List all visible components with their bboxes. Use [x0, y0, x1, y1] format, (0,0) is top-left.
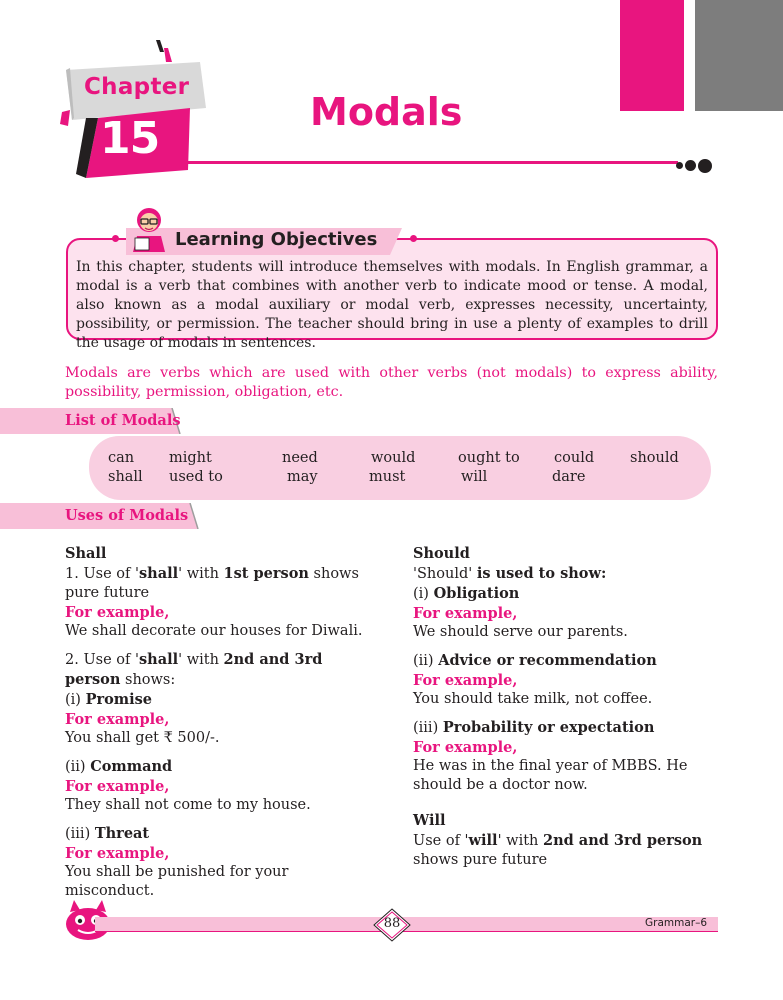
example-label: For example, — [65, 604, 170, 621]
modals-list-cloud — [89, 436, 711, 500]
will-rule: Use of 'will' with 2nd and 3rd person shows pure future — [413, 832, 703, 868]
modal-word: will — [461, 469, 488, 485]
title-underline — [173, 161, 678, 164]
modal-word: should — [630, 450, 679, 466]
threat-subheading: (iii) Threat — [65, 825, 150, 842]
left-column — [65, 544, 377, 901]
book-label: Grammar–6 — [645, 917, 708, 929]
example-label: For example, — [65, 711, 170, 728]
corner-gray-block — [695, 0, 783, 111]
example-sentence: He was in the final year of MBBS. He should be a doctor now. — [413, 758, 688, 793]
example-label: For example, — [413, 672, 518, 689]
modal-word: would — [371, 450, 416, 466]
obligation-subheading: (i) Obligation — [413, 585, 520, 602]
learning-objectives-heading: Learning Objectives — [175, 229, 378, 250]
modal-word: dare — [552, 469, 586, 485]
example-label: For example, — [65, 845, 170, 862]
modal-word: could — [554, 450, 595, 466]
shall-rule-2: 2. Use of 'shall' with 2nd and 3rd person shows: — [65, 651, 323, 688]
page-number: 88 — [383, 916, 401, 931]
probability-subheading: (iii) Probability or expectation — [413, 719, 655, 736]
modal-word: used to — [169, 469, 223, 485]
lo-dot-right — [410, 235, 417, 242]
shall-rule-1: 1. Use of 'shall' with 1st person shows pure future — [65, 565, 359, 601]
modal-word: can — [108, 450, 135, 466]
should-heading: Should — [413, 545, 470, 562]
chapter-number: 15 — [100, 113, 160, 164]
lo-dot-left — [112, 235, 119, 242]
example-sentence: We should serve our parents. — [413, 624, 628, 640]
modal-word: need — [282, 450, 318, 466]
shall-heading: Shall — [65, 545, 107, 562]
promise-subheading: (i) Promise — [65, 691, 153, 708]
page-title: Modals — [310, 90, 463, 134]
modal-word: shall — [108, 469, 143, 485]
chapter-label: Chapter — [84, 74, 190, 100]
modal-word: might — [169, 450, 212, 466]
example-label: For example, — [413, 739, 518, 756]
command-subheading: (ii) Command — [65, 758, 173, 775]
student-avatar-icon — [127, 204, 171, 254]
example-sentence: You should take milk, not coffee. — [413, 691, 653, 707]
right-column — [413, 544, 723, 870]
list-of-modals-heading: List of Modals — [65, 412, 181, 429]
should-intro: 'Should' is used to show: — [413, 565, 607, 582]
corner-pink-block — [620, 0, 684, 111]
example-sentence: They shall not come to my house. — [65, 797, 311, 813]
example-label: For example, — [413, 605, 518, 622]
example-sentence: We shall decorate our houses for Diwali. — [65, 623, 363, 639]
learning-objectives-text: In this chapter, students will introduce themselves with modals. In English grammar, a modal is a verb that combines with another verb to indicate mood or tense. A modal, also known as a modal auxiliary or modal verb, expresses necessity, uncertainty, possibility, or permission. The teacher should bring in use a plenty of examples to drill the usage of modals in sentences. — [76, 259, 708, 351]
example-label: For example, — [65, 778, 170, 795]
modal-word: ought to — [458, 450, 520, 466]
example-sentence: You shall get ₹ 500/-. — [65, 730, 220, 746]
example-sentence: You shall be punished for your misconduct. — [65, 864, 289, 899]
title-dots — [676, 155, 712, 174]
uses-of-modals-heading: Uses of Modals — [65, 507, 189, 524]
modal-word: must — [369, 469, 406, 485]
will-heading: Will — [413, 812, 446, 829]
intro-paragraph: Modals are verbs which are used with other verbs (not modals) to express ability, possibility, permission, obligation, etc. — [65, 365, 718, 400]
advice-subheading: (ii) Advice or recommendation — [413, 652, 657, 669]
modal-word: may — [287, 469, 318, 485]
